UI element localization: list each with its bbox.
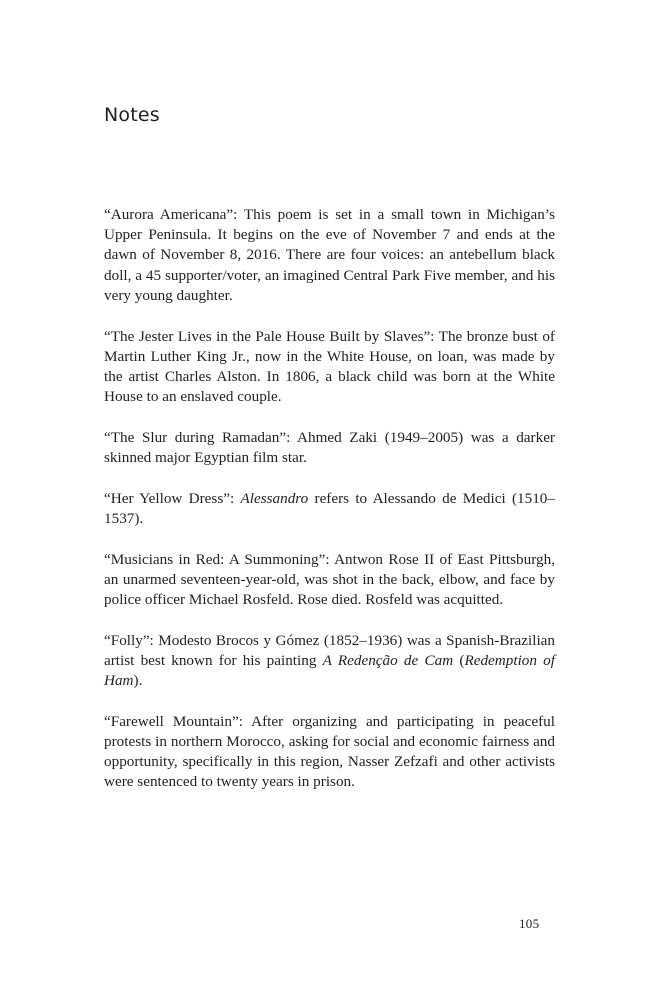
note-text: “Aurora Americana”: This poem is set in a small town in Michigan’s Upper Peninsula. It begins on the eve of November 7 and ends at the dawn of November 8, 2016. There are four voices: an antebellum black doll, a 45 supporter/voter, an imagined Central Park Five member, and his very young daughter. (104, 206, 555, 304)
note-aurora-americana (104, 205, 555, 306)
note-text: ). (133, 672, 143, 690)
page-heading: Notes (104, 104, 160, 126)
note-text: “The Slur during Ramadan”: Ahmed Zaki (1949–2005) was a darker skinned major Egyptian film star. (104, 428, 555, 467)
note-text: “Farewell Mountain”: After organizing and participating in peaceful protests in northern Morocco, asking for social and economic fairness and opportunity, specifically in this region, Nasser Zefzafi and other activists were sentenced to twenty years in prison. (104, 712, 555, 791)
note-italic-text: Alessandro (240, 489, 309, 507)
note-farewell-mountain (104, 712, 555, 793)
notes-list (104, 205, 555, 813)
note-text: “Musicians in Red: A Summoning”: Antwon Rose II of East Pittsburgh, an unarmed seventeen-year-old, was shot in the back, elbow, and face by police officer Michael Rosfeld. Rose died. Rosfeld was acquitted. (104, 550, 555, 609)
note-italic-text: A Redenção de Cam (322, 651, 454, 669)
note-her-yellow-dress (104, 489, 555, 529)
note-text: “Folly”: Modesto Brocos y Gómez (1852–1936) was a Spanish-Brazilian artist best known for his painting (104, 631, 555, 669)
note-slur-during-ramadan (104, 428, 555, 468)
page-number: 105 (519, 916, 540, 931)
note-italic-text: Redemption of Ham (104, 651, 555, 690)
note-text: “The Jester Lives in the Pale House Built by Slaves”: The bronze bust of Martin Luther King Jr., now in the White House, on loan, was made by the artist Charles Alston. In 1806, a black child was born at the White House to an enslaved couple. (104, 327, 555, 406)
note-musicians-in-red (104, 550, 555, 611)
note-text: refers to Alessando de Medici (1510–1537). (104, 489, 555, 527)
note-text: “Her Yellow Dress”: (104, 489, 241, 507)
note-jester-lives (104, 327, 555, 408)
note-folly (104, 631, 555, 692)
note-text: ( (453, 651, 465, 669)
